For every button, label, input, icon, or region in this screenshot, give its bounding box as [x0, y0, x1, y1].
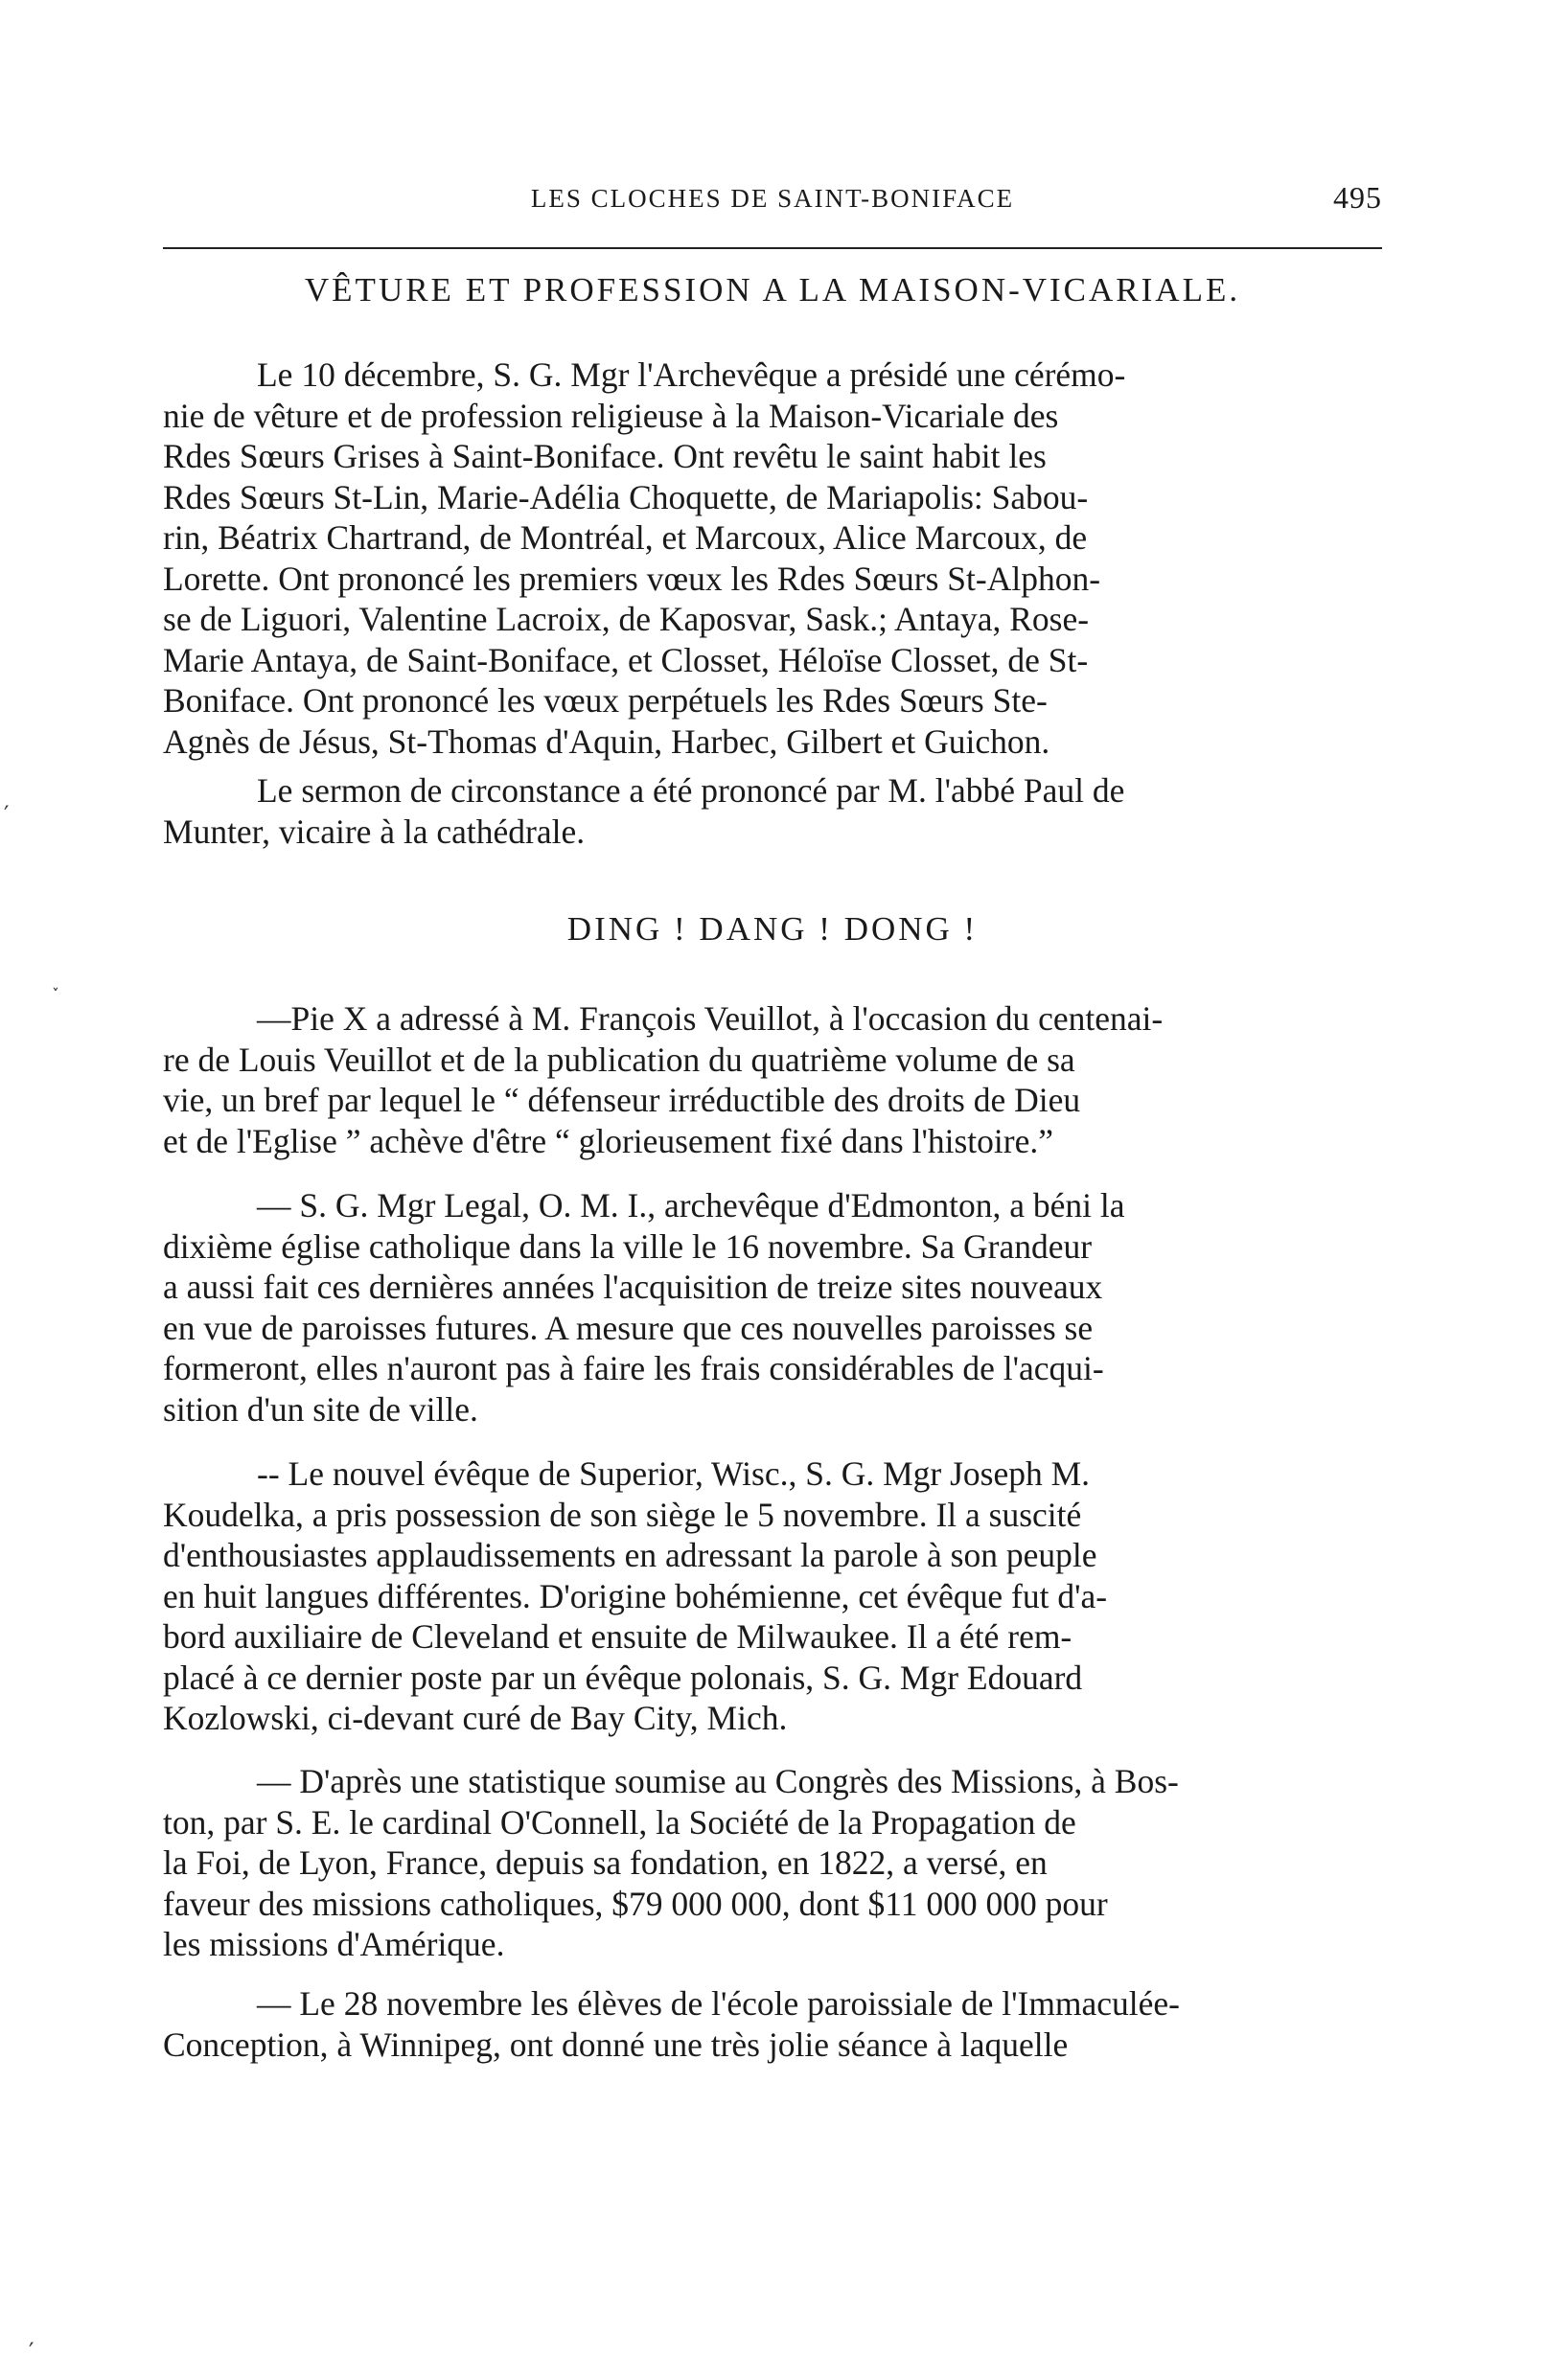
section-heading-ding-dang-dong: DING ! DANG ! DONG !: [566, 910, 979, 948]
paragraph-veture-ceremony: Le 10 décembre, S. G. Mgr l'Archevêque a présidé une cérémo- nie de vêture et de profession religieuse à la Maison-Vicariale des Rdes Sœurs Grises à Saint-Boniface. Ont revêtu le saint habit les Rdes Sœurs St-Lin, Marie-Adélia Choquette, de Mariapolis: Sabou- rin, Béatrix Chartrand, de Montréal, et Marcoux, Alice Marcoux, de Lorette. Ont prononcé les premiers vœux les Rdes Sœurs St-Alphon- se de Liguori, Valentine Lacroix, de Kaposvar, Sask.; Antaya, Rose- Marie Antaya, de Saint-Boniface, et Closset, Héloïse Closset, de St- Boniface. Ont prononcé les vœux perpétuels les Rdes Sœurs Ste- Agnès de Jésus, St-Thomas d'Aquin, Harbec, Gilbert et Guichon.: [163, 355, 1126, 761]
section-heading-veture: VÊTURE ET PROFESSION A LA MAISON-VICARIALE.: [304, 271, 1241, 309]
paragraph-superior: -- Le nouvel évêque de Superior, Wisc., S. G. Mgr Joseph M. Koudelka, a pris possession de son siège le 5 novembre. Il a suscité d'enthousiastes applaudissements en adressant la parole à son peuple en huit langues différentes. D'origine bohémienne, cet évêque fut d'a- bord auxiliaire de Cleveland et ensuite de Milwaukee. Il a été rem- placé à ce dernier poste par un évêque polonais, S. G. Mgr Edouard Kozlowski, ci-devant curé de Bay City, Mich.: [163, 1454, 1108, 1737]
paragraph-immaculee-conception: — Le 28 novembre les élèves de l'école paroissiale de l'Immaculée- Conception, à Winnipeg, ont donné une très jolie séance à laquelle: [163, 1984, 1181, 2064]
running-header: [163, 180, 1382, 218]
paragraph-pie-x: —Pie X a adressé à M. François Veuillot, à l'occasion du centenai- re de Louis Veuillot et de la publication du quatrième volume de sa vie, un bref par lequel le “ défenseur irréductible des droits de Dieu et de l'Eglise ” achève d'être “ glorieusement fixé dans l'histoire.”: [163, 999, 1164, 1160]
margin-tick-mark: ′: [4, 801, 10, 828]
paragraph-veture-sermon: Le sermon de circonstance a été prononcé par M. l'abbé Paul de Munter, vicaire à la cathédrale.: [163, 771, 1125, 851]
running-title: LES CLOCHES DE SAINT-BONIFACE: [530, 184, 1015, 213]
margin-dot-mark: ˯: [52, 966, 59, 993]
margin-corner-mark: ′: [29, 2338, 35, 2365]
header-rule: [163, 247, 1382, 249]
page-number: 495: [1333, 180, 1382, 215]
paragraph-edmonton: — S. G. Mgr Legal, O. M. I., archevêque d'Edmonton, a béni la dixième église catholique dans la ville le 16 novembre. Sa Grandeur a aussi fait ces dernières années l'acquisition de treize sites nouveaux en vue de paroisses futures. A mesure que ces nouvelles paroisses se formeront, elles n'auront pas à faire les frais considérables de l'acqui- sition d'un site de ville.: [163, 1186, 1125, 1429]
paragraph-propagation: — D'après une statistique soumise au Congrès des Missions, à Bos- ton, par S. E. le cardinal O'Connell, la Société de la Propagation de la Foi, de Lyon, France, depuis sa fondation, en 1822, a versé, en faveur des missions catholiques, $79 000 000, dont $11 000 000 pour les missions d'Amérique.: [163, 1762, 1179, 1963]
